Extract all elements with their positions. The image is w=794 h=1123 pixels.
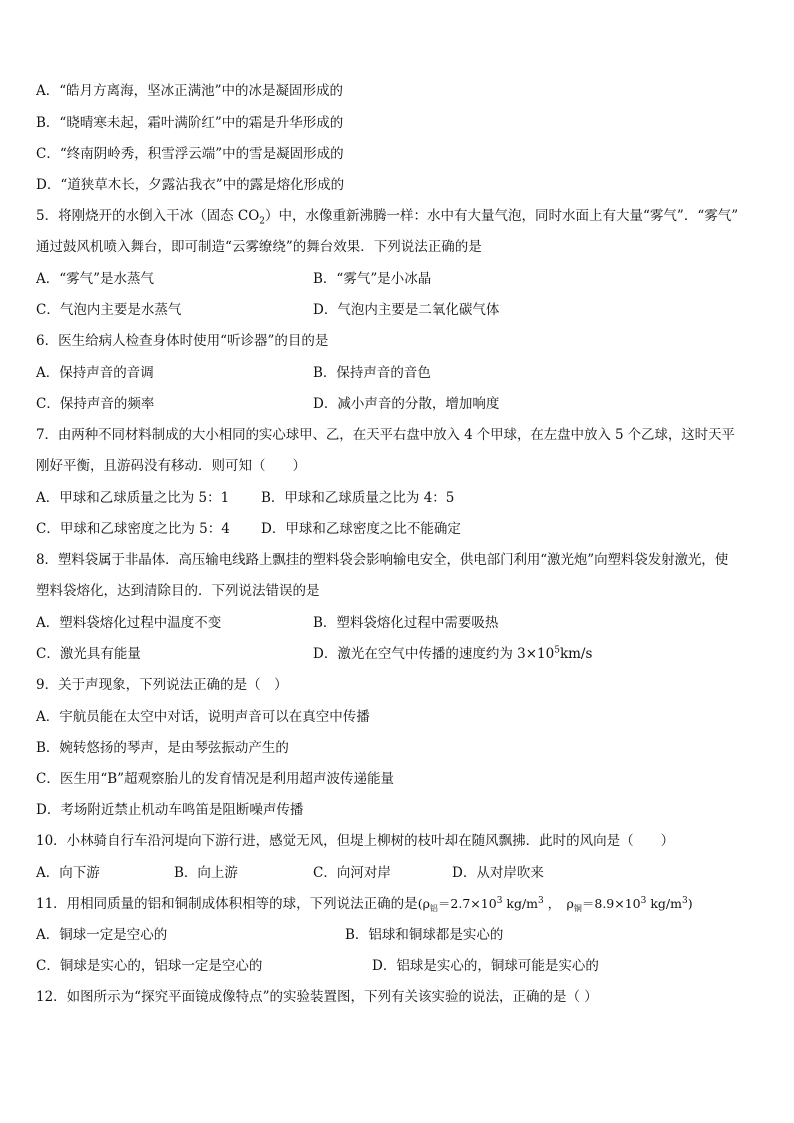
q6-option-d: D．减小声音的分散，增加响度	[313, 396, 500, 412]
q5-stem-line2: 通过鼓风机喷入舞台，即可制造“云雾缭绕”的舞台效果．下列说法正确的是	[36, 239, 482, 255]
q4-option-b: B．“晓晴寒未起，霜叶满阶红”中的霜是升华形成的	[36, 115, 344, 131]
q7-stem-line2: 刚好平衡，且游码没有移动．则可知（ ）	[36, 458, 306, 474]
q9-option-a: A．宇航员能在太空中对话，说明声音可以在真空中传播	[36, 709, 370, 725]
q9-option-c: C．医生用“B”超观察胎儿的发育情况是利用超声波传递能量	[36, 771, 395, 787]
q5-stem-line1: 5．将刚烧开的水倒入干冰（固态 $CO_2$）中，水像重新沸腾一样：水中有大量气泡，同时水面上有大量“雾气”．“雾气”	[36, 208, 739, 227]
q6-option-b: B．保持声音的音色	[313, 365, 431, 381]
q4-option-a: A．“皓月方离海，坚冰正满池”中的冰是凝固形成的	[36, 83, 344, 99]
q10-option-a: A．向下游	[36, 865, 100, 881]
density-copper: $\rho_铜=8.9\times 10^3$ $kg/m^3$)	[566, 895, 693, 913]
q8-option-d: D．激光在空气中传播的速度约为 $3\times 10^5km/s$	[313, 645, 593, 662]
q5-option-b: B．“雾气”是小冰晶	[313, 271, 432, 287]
q6-option-c: C．保持声音的频率	[36, 396, 155, 412]
q11-option-d: D．铝球是实心的，铜球可能是实心的	[372, 958, 599, 974]
q8-option-c: C．激光具有能量	[36, 646, 141, 662]
density-aluminum: ($\rho_铝=2.7\times 10^3$ $kg/m^3$	[417, 895, 544, 913]
q10-option-d: D．从对岸吹来	[452, 865, 544, 881]
q8-stem-line2: 塑料袋熔化，达到清除目的．下列说法错误的是	[36, 583, 320, 599]
q7-option-c: C．甲球和乙球密度之比为 5：4	[36, 521, 230, 537]
q5-option-c: C．气泡内主要是水蒸气	[36, 302, 182, 318]
q7-option-a: A．甲球和乙球质量之比为 5：1	[36, 490, 230, 506]
q9-option-b: B．婉转悠扬的琴声，是由琴弦振动产生的	[36, 740, 289, 756]
q7-stem-line1: 7．由两种不同材料制成的大小相同的实心球甲、乙，在天平右盘中放入 4 个甲球，在左盘中放入 5 个乙球，这时天平	[36, 427, 735, 443]
q5-option-d: D．气泡内主要是二氧化碳气体	[313, 302, 500, 318]
q6-option-a: A．保持声音的音调	[36, 365, 154, 381]
q11-option-c: C．铜球是实心的，铝球一定是空心的	[36, 958, 263, 974]
q7-option-b: B．甲球和乙球质量之比为 4：5	[261, 490, 455, 506]
q10-option-b: B．向上游	[174, 865, 238, 881]
q10-option-c: C．向河对岸	[313, 865, 391, 881]
q11-option-b: B．铝球和铜球都是实心的	[345, 927, 504, 943]
q5-option-a: A．“雾气”是水蒸气	[36, 271, 155, 287]
q11-option-a: A．铜球一定是空心的	[36, 927, 168, 943]
q6-stem: 6．医生给病人检查身体时使用“听诊器”的目的是	[36, 333, 329, 349]
q8-stem-line1: 8．塑料袋属于非晶体．高压输电线路上飘挂的塑料袋会影响输电安全，供电部门利用“激光炮”向塑料袋发射激光，使	[36, 552, 729, 568]
q10-stem: 10．小林骑自行车沿河堤向下游行进，感觉无风，但堤上柳树的枝叶却在随风飘拂．此时的风向是（ ）	[36, 833, 675, 849]
q7-option-d: D．甲球和乙球密度之比不能确定	[261, 521, 461, 537]
q12-stem: 12．如图所示为“探究平面镜成像特点”的实验装置图，下列有关该实验的说法，正确的是（ ）	[36, 989, 598, 1005]
q9-option-d: D．考场附近禁止机动车鸣笛是阻断噪声传播	[36, 802, 304, 818]
q8-option-b: B．塑料袋熔化过程中需要吸热	[313, 615, 499, 631]
q4-option-d: D．“道狭草木长，夕露沾我衣”中的露是熔化形成的	[36, 177, 345, 193]
q4-option-c: C．“终南阴岭秀，积雪浮云端”中的雪是凝固形成的	[36, 146, 344, 162]
q11-stem: 11．用相同质量的铝和铜制成体积相等的球，下列说法正确的是($\rho_铝=2.7\times 10^3$ $kg/m^3$ ， $\rho_铜=8.9\times 10^3$ $kg/m^3$)	[36, 895, 693, 913]
q8-option-a: A．塑料袋熔化过程中温度不变	[36, 615, 222, 631]
q9-stem: 9．关于声现象，下列说法正确的是（ ）	[36, 677, 288, 693]
